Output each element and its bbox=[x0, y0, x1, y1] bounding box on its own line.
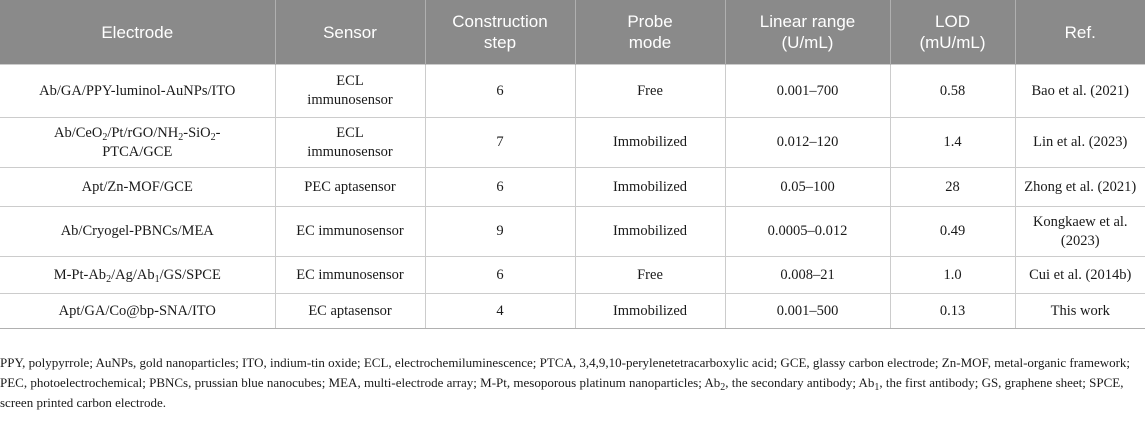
cell-sensor: ECL immunosensor bbox=[275, 118, 425, 168]
cell-step: 7 bbox=[425, 118, 575, 168]
cell-linear-range: 0.05–100 bbox=[725, 168, 890, 207]
table-row bbox=[0, 207, 1145, 257]
cell-probe-mode: Free bbox=[575, 257, 725, 294]
cell-probe-mode: Immobilized bbox=[575, 294, 725, 329]
cell-lod: 28 bbox=[890, 168, 1015, 207]
table-footnote: PPY, polypyrrole; AuNPs, gold nanoparticles; ITO, indium-tin oxide; ECL, electrochemiluminescence; PTCA, 3,4,9,10-perylenetetracarboxylic acid; GCE, glassy carbon electrode; Zn-MOF, metal-organic framework; PEC, photoelectrochemical; PBNCs, prussian blue nanocubes; MEA, multi-electrode array; M-Pt, mesoporous platinum nanoparticles; $Ab_2$, the secondary antibody; $Ab_1$, the first antibody; GS, graphene sheet; SPCE, screen printed carbon electrode. bbox=[0, 355, 1131, 410]
cell-lod: 1.4 bbox=[890, 118, 1015, 168]
cell-electrode: Apt/Zn-MOF/GCE bbox=[0, 168, 275, 207]
cell-ref: Lin et al. (2023) bbox=[1015, 118, 1145, 168]
cell-sensor: EC immunosensor bbox=[275, 257, 425, 294]
cell-linear-range: 0.001–500 bbox=[725, 294, 890, 329]
cell-electrode: $Ab/CeO_2/Pt/rGO/NH_2-SiO_2-$ PTCA/GCE bbox=[0, 118, 275, 168]
header-linear-range: Linear range (U/mL) bbox=[725, 0, 890, 65]
cell-electrode: Ab/Cryogel-PBNCs/MEA bbox=[0, 207, 275, 257]
cell-lod: 0.49 bbox=[890, 207, 1015, 257]
table-row bbox=[0, 294, 1145, 329]
cell-lod: 0.13 bbox=[890, 294, 1015, 329]
cell-linear-range: 0.008–21 bbox=[725, 257, 890, 294]
cell-probe-mode: Immobilized bbox=[575, 118, 725, 168]
header-row bbox=[0, 0, 1145, 65]
cell-linear-range: 0.012–120 bbox=[725, 118, 890, 168]
cell-step: 9 bbox=[425, 207, 575, 257]
header-probe-mode: Probe mode bbox=[575, 0, 725, 65]
table-row bbox=[0, 257, 1145, 294]
cell-lod: 1.0 bbox=[890, 257, 1015, 294]
header-lod: LOD (mU/mL) bbox=[890, 0, 1015, 65]
cell-step: 6 bbox=[425, 257, 575, 294]
cell-electrode: $M-Pt-Ab_2/Ag/Ab_1/GS$/SPCE bbox=[0, 257, 275, 294]
cell-sensor: ECL immunosensor bbox=[275, 65, 425, 118]
cell-linear-range: 0.001–700 bbox=[725, 65, 890, 118]
table-row bbox=[0, 168, 1145, 207]
cell-electrode: Ab/GA/PPY-luminol-AuNPs/ITO bbox=[0, 65, 275, 118]
cell-sensor: PEC aptasensor bbox=[275, 168, 425, 207]
cell-ref: Bao et al. (2021) bbox=[1015, 65, 1145, 118]
cell-probe-mode: Free bbox=[575, 65, 725, 118]
table-row bbox=[0, 65, 1145, 118]
cell-probe-mode: Immobilized bbox=[575, 168, 725, 207]
cell-lod: 0.58 bbox=[890, 65, 1015, 118]
cell-step: 6 bbox=[425, 65, 575, 118]
cell-sensor: EC immunosensor bbox=[275, 207, 425, 257]
cell-ref: Kongkaew et al. (2023) bbox=[1015, 207, 1145, 257]
cell-electrode: Apt/GA/Co@bp-SNA/ITO bbox=[0, 294, 275, 329]
cell-ref: Zhong et al. (2021) bbox=[1015, 168, 1145, 207]
table-row bbox=[0, 118, 1145, 168]
cell-probe-mode: Immobilized bbox=[575, 207, 725, 257]
header-sensor: Sensor bbox=[275, 0, 425, 65]
cell-step: 6 bbox=[425, 168, 575, 207]
cell-sensor: EC aptasensor bbox=[275, 294, 425, 329]
header-electrode: Electrode bbox=[0, 0, 275, 65]
cell-ref: Cui et al. (2014b) bbox=[1015, 257, 1145, 294]
cell-ref: This work bbox=[1015, 294, 1145, 329]
cell-step: 4 bbox=[425, 294, 575, 329]
header-ref: Ref. bbox=[1015, 0, 1145, 65]
cell-linear-range: 0.0005–0.012 bbox=[725, 207, 890, 257]
header-construction-step: Construction step bbox=[425, 0, 575, 65]
